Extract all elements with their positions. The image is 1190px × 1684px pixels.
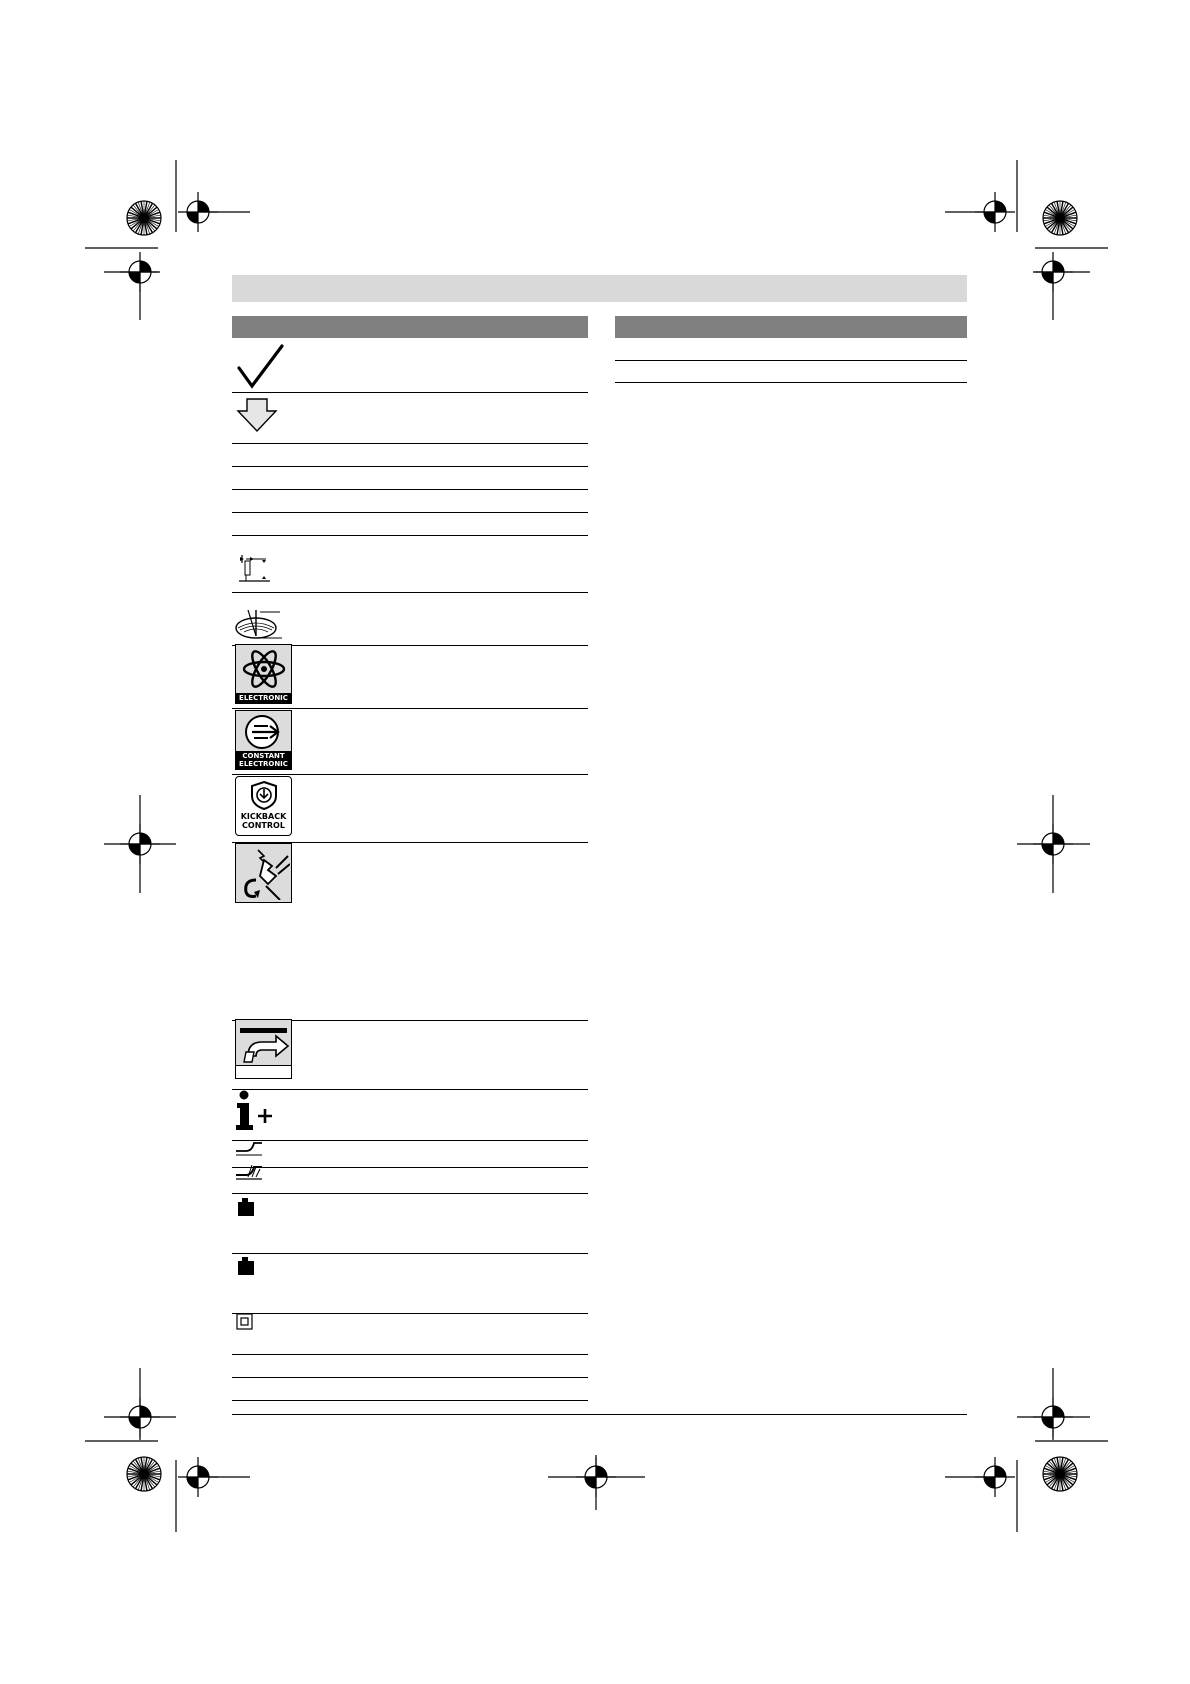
left-table-rule (232, 1193, 588, 1194)
header-bar (232, 275, 967, 302)
right-table-rule (615, 360, 967, 361)
starburst-mark (1043, 1457, 1077, 1491)
kickback-caption (236, 812, 291, 830)
right-column-header (615, 316, 967, 338)
weight-icon (236, 1196, 256, 1218)
left-table-rule (232, 1377, 588, 1378)
footer-rule (232, 1414, 967, 1415)
left-table-rule (232, 466, 588, 467)
electronic-caption: ELECTRONIC (236, 693, 291, 703)
protection-class-icon (236, 1313, 254, 1331)
left-table-rule (232, 1167, 588, 1168)
constant-electronic-caption (236, 751, 291, 769)
kickback-control-icon (235, 776, 292, 836)
right-table-rule (615, 382, 967, 383)
bevel-angle-icon (234, 604, 286, 640)
down-arrow-icon (236, 397, 278, 433)
left-table-rule (232, 1354, 588, 1355)
kickback-caption-line-2: CONTROL (242, 821, 285, 830)
dust-extraction-icon (235, 1019, 292, 1079)
starburst-mark (127, 201, 161, 235)
left-table-rule (232, 535, 588, 536)
plug-disconnect-icon (235, 843, 292, 903)
checkmark-icon (236, 344, 286, 390)
left-table-rule (232, 1089, 588, 1090)
constant-caption-line-2: ELECTRONIC (239, 760, 288, 768)
kickback-caption-line-1: KICKBACK (240, 812, 287, 821)
left-table-rule (232, 1313, 588, 1314)
left-table-rule (232, 1140, 588, 1141)
info-plus-icon (234, 1090, 278, 1132)
weight-icon-2 (236, 1255, 256, 1277)
left-table-rule (232, 392, 588, 393)
left-table-rule (232, 443, 588, 444)
constant-caption-line-1: CONSTANT (242, 752, 285, 760)
sole-plate-steel-icon (234, 1137, 266, 1157)
sole-plate-cast-icon (234, 1161, 266, 1183)
left-table-rule (232, 1400, 588, 1401)
left-table-rule (232, 708, 588, 709)
starburst-mark (127, 1457, 161, 1491)
left-table-rule (232, 1253, 588, 1254)
starburst-mark (1043, 201, 1077, 235)
left-table-rule (232, 512, 588, 513)
left-table-rule (232, 774, 588, 775)
cutting-depth-icon (236, 551, 272, 587)
constant-electronic-icon (235, 710, 292, 770)
left-column-header (232, 316, 588, 338)
electronic-icon (235, 644, 292, 704)
left-table-rule (232, 489, 588, 490)
left-table-rule (232, 592, 588, 593)
